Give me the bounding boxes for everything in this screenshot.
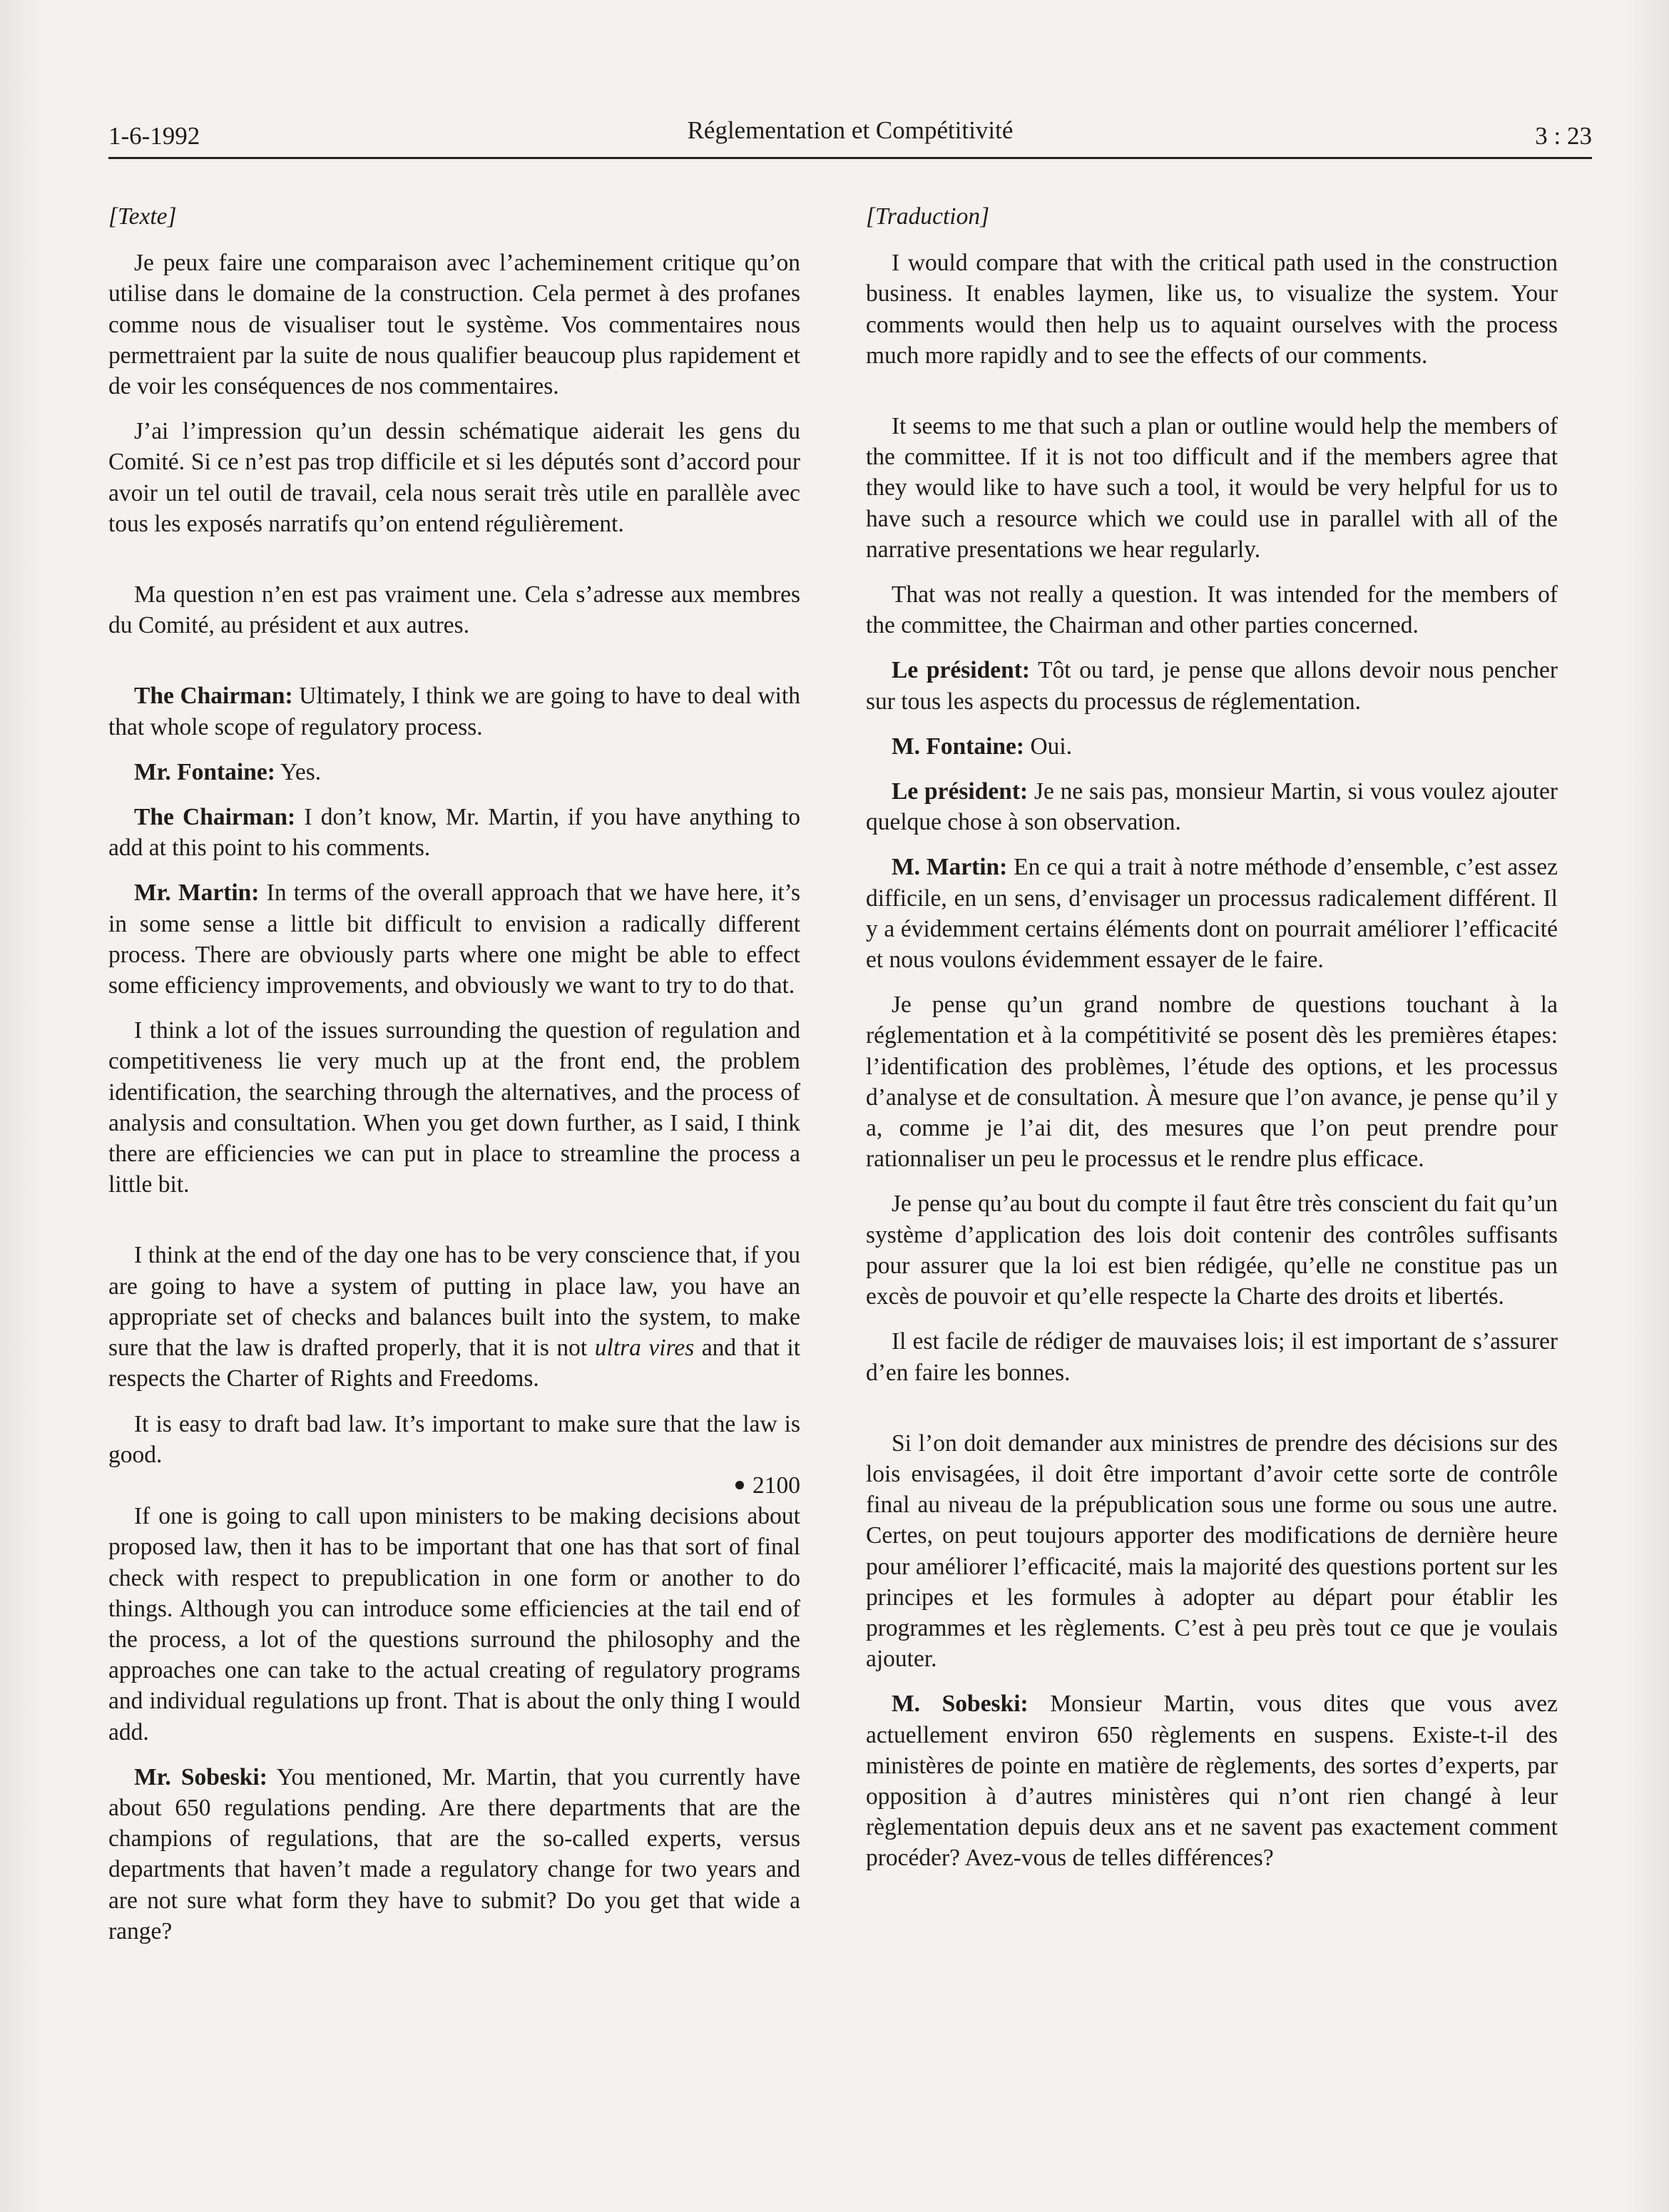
speaker-name: M. Fontaine: (892, 733, 1025, 760)
left-paragraph-10: It is easy to draft bad law. It’s important to make sure that the law is good. (108, 1410, 800, 1468)
left-column (108, 201, 800, 1947)
left-paragraph-6: The Chairman: I don’t know, Mr. Martin, if you have anything to add at this point to his comments. (108, 804, 801, 862)
speaker-name: Mr. Martin: (134, 880, 260, 907)
left-paragraph-7: Mr. Martin: In terms of the overall approach that we have here, it’s in some sense a little bit difficult to envision a radically different process. There are obviously parts where one might be able to effect some efficiency improvements, and obviously we want to try to do that. (108, 880, 801, 999)
right-paragraph-2: It seems to me that such a plan or outline would help the members of the committee. If it is not too difficult and if the members agree that they would like to have such a tool, it would be very helpful for us to have such a resource which we could use in parallel with all of the narrative presentations we hear regularly. (866, 413, 1558, 563)
speaker-name: Le président: (892, 657, 1031, 684)
left-paragraph-1: Je peux faire une comparaison avec l’acheminement critique qu’on utilise dans le domaine de la construction. Cela permet à des profanes comme nous de visualiser tout le système. Vos commentaires nous permettraient par la suite de nous qualifier beaucoup plus rapidement et de voir les conséquences de nos commentaires. (108, 250, 800, 400)
header-page-number: 3 : 23 (1535, 122, 1592, 150)
right-paragraph-3: That was not really a question. It was intended for the members of the committee, the Chairman and other parties concerned. (866, 581, 1558, 639)
left-paragraph-5: Mr. Fontaine: Yes. (134, 758, 322, 785)
left-paragraph-9: I think at the end of the day one has to be very conscience that, if you are going to have a system of putting in place law, you have an appropriate set of checks and balances built into the system, to make sure that the law is drafted properly, that it is not ultra vires and that it respects the Charter of Rights and Freedoms. (108, 1242, 801, 1392)
bullet-icon (735, 1481, 744, 1489)
header-date: 1-6-1992 (108, 122, 200, 150)
speaker-name: Mr. Sobeski: (134, 1763, 267, 1790)
speaker-name: M. Sobeski: (892, 1691, 1029, 1718)
left-column-label: [Texte] (108, 203, 177, 230)
time-marker: 2100 (108, 1470, 800, 1501)
right-column-label: [Traduction] (866, 203, 990, 230)
right-paragraph-5: M. Fontaine: Oui. (892, 733, 1073, 760)
header-rule (108, 157, 1592, 159)
speaker-name: The Chairman: (134, 683, 293, 710)
header-title: Réglementation et Compétitivité (687, 116, 1014, 144)
left-paragraph-12: Mr. Sobeski: You mentioned, Mr. Martin, that you currently have about 650 regulations pending. Are there departments that are the champions of regulations, that are the so-called experts, versus departments that haven’t made a regulatory change for two years and are not sure what form they have to submit? Do you get that wide a range? (108, 1763, 800, 1945)
right-paragraph-12: M. Sobeski: Monsieur Martin, vous dites que vous avez actuellement environ 650 règlements en suspens. Existe-t-il des ministères de pointe en matière de règlements, des sortes d’experts, par opposition à d’autres ministères qui n’ont rien changé à leur règlementation depuis deux ans et ne savent pas exactement comment procéder? Avez-vous de telles différences? (866, 1691, 1558, 1872)
right-column (866, 201, 1558, 1874)
right-paragraph-4: Le président: Tôt ou tard, je pense que allons devoir nous pencher sur tous les aspects du processus de réglementation. (866, 657, 1558, 715)
right-paragraph-9: Je pense qu’au bout du compte il faut être très conscient du fait qu’un système d’application des lois doit contenir des contrôles suffisants pour assurer que la loi est bien rédigée, qu’elle ne constitue pas un excès de pouvoir et qu’elle respecte la Charte des droits et libertés. (866, 1191, 1558, 1310)
left-paragraph-3: Ma question n’en est pas vraiment une. Cela s’adresse aux membres du Comité, au président et aux autres. (108, 581, 800, 639)
speaker-name: Mr. Fontaine: (134, 758, 275, 785)
right-paragraph-11: Si l’on doit demander aux ministres de prendre des décisions sur des lois envisagées, il doit être important d’avoir cette sorte de contrôle final au niveau de la prépublication sous une forme ou sous une autre. Certes, on peut toujours apporter des modifications de dernière heure pour améliorer l’efficacité, mais la majorité des questions portent sur les principes et les formules à adopter au départ pour établir les programmes et les règlements. C’est à peu près tout ce que je voulais ajouter. (866, 1429, 1558, 1673)
left-paragraph-2: J’ai l’impression qu’un dessin schématique aiderait les gens du Comité. Si ce n’est pas trop difficile et si les députés sont d’accord pour avoir un tel outil de travail, cela nous serait très utile en parallèle avec tous les exposés narratifs qu’on entend régulièrement. (108, 418, 800, 537)
right-paragraph-7: M. Martin: En ce qui a trait à notre méthode d’ensemble, c’est assez difficile, en un sens, d’envisager un processus radicalement différent. Il y a évidemment certains éléments dont on pourrait améliorer l’efficacité et nous voulons évidemment essayer de le faire. (866, 854, 1558, 974)
right-paragraph-8: Je pense qu’un grand nombre de questions touchant à la réglementation et à la compétitivité se posent dès les premières étapes: l’identification des problèmes, l’étude des options, et les processus d’analyse et de consultation. À mesure que l’on avance, je pense qu’il y a, comme je l’ai dit, des mesures que l’on peut prendre pour rationnaliser un peu le processus et le rendre plus efficace. (866, 992, 1558, 1173)
right-paragraph-1: I would compare that with the critical path used in the construction business. It enables laymen, like us, to visualize the system. Your comments would then help us to aquaint ourselves with the process much more rapidly and to see the effects of our comments. (866, 250, 1558, 369)
speaker-name: Le président: (892, 778, 1029, 805)
speaker-name: The Chairman: (134, 804, 296, 831)
right-paragraph-6: Le président: Je ne sais pas, monsieur Martin, si vous voulez ajouter quelque chose à son observation. (866, 778, 1558, 836)
left-paragraph-8: I think a lot of the issues surrounding the question of regulation and competitiveness lie very much up at the front end, the problem identification, the searching through the alternatives, and the process of analysis and consultation. When you get down further, as I said, I think there are efficiencies we can put in place to streamline the process a little bit. (108, 1017, 800, 1198)
left-paragraph-4: The Chairman: Ultimately, I think we are going to have to deal with that whole scope of regulatory process. (108, 683, 800, 740)
right-paragraph-10: Il est facile de rédiger de mauvaises lois; il est important de s’assurer d’en faire les bonnes. (866, 1328, 1558, 1386)
page-header (108, 116, 1592, 153)
left-paragraph-11: If one is going to call upon ministers to be making decisions about proposed law, then it has to be important that one has that sort of final check with respect to prepublication in one form or another to do things. Although you can introduce some efficiencies at the tail end of the process, a lot of the questions surround the philosophy and the approaches one can take to the actual creating of regulatory programs and individual regulations up front. That is about the only thing I would add. (108, 1503, 800, 1745)
speaker-name: M. Martin: (892, 854, 1008, 881)
